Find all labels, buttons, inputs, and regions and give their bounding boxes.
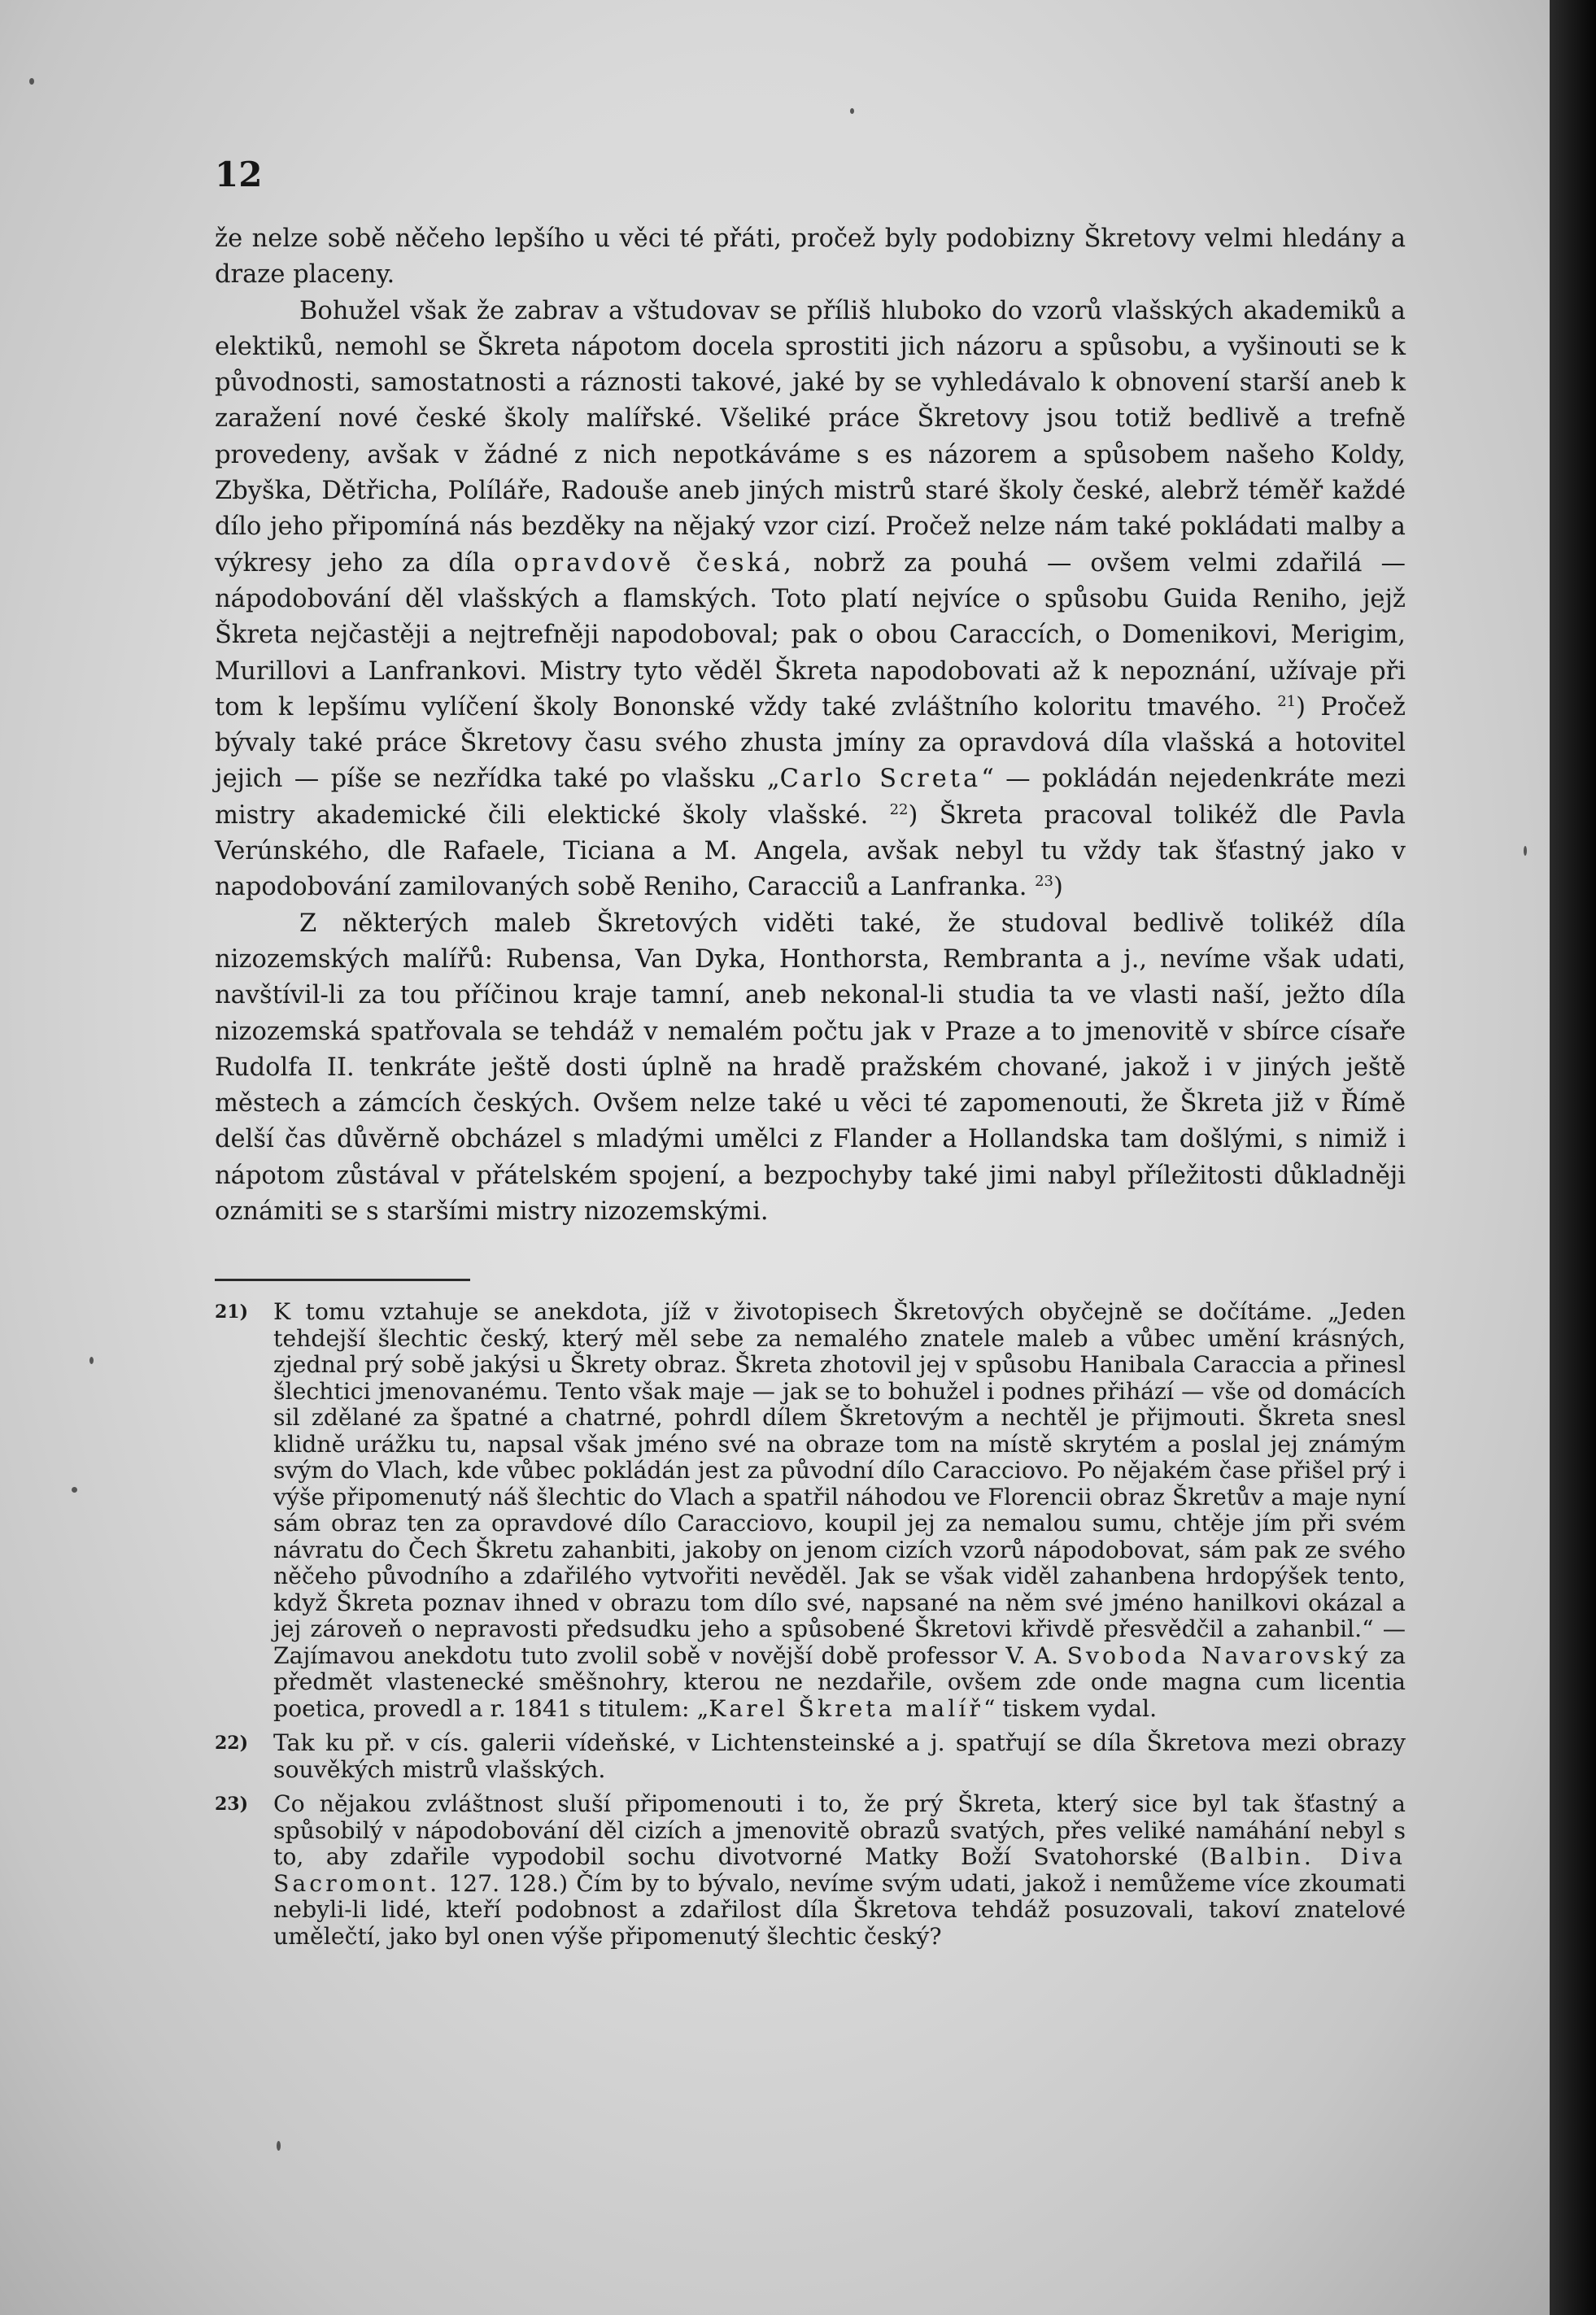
main-text	[215, 221, 1406, 1230]
footnote-23	[215, 1791, 1406, 1950]
scan-edge-shadow	[1550, 0, 1596, 2315]
footnote-text-part: za předmět vlastenecké směšnohry, kterou ne nezdařile, ovšem zde onde magna cum licentia poetica, provedl a r. 1841 s titulem: „	[273, 1641, 1406, 1722]
print-speck	[29, 78, 34, 85]
paragraph-2-text: “ — pokládán nejedenkráte mezi mistry akademické čili elektické školy vlašské.	[215, 765, 1406, 830]
spaced-emphasis: Svoboda Navarovský	[1066, 1641, 1371, 1669]
paragraph-2-text: Bohužel však že zabrav a vštudovav se příliš hluboko do vzorů vlašských akademiků a elektiků, nemohl se Škreta nápotom docela sprostiti jich názoru a spůsobu, a vyšinouti se k původnosti, samostatnosti a ráznosti takové, jaké by se vyhledávalo k obnovení starší aneb k zaražení nové české školy malířské. Všeliké práce Škretovy jsou totiž bedlivě a trefně provedeny, avšak v žádné z nich nepotkáváme s es názorem a spůsobem našeho Koldy, Zbyška, Dětřicha, Políláře, Radouše aneb jiných mistrů staré školy české, alebrž téměř každé dílo jeho připomíná nás bezděky na nějaký vzor cizí. Pročež nelze nám také pokládati malby a výkresy jeho za díla	[215, 296, 1406, 578]
spaced-emphasis: Carlo Screta	[779, 765, 982, 794]
footnote-text: Tak ku př. v cís. galerii vídeňské, v Lichtensteinské a j. spatřují se díla Škretova mezi obrazy souvěkých mistrů vlašských.	[273, 1729, 1406, 1783]
print-speck	[1524, 846, 1527, 856]
footnote-text-part: “ tiskem vydal.	[983, 1694, 1158, 1722]
spaced-emphasis: opravdově česká,	[513, 548, 795, 578]
paragraph-2-text: nobrž za pouhá — ovšem velmi zdařilá — nápodobování děl vlašských a flamských. Toto platí nejvíce o spůsobu Guida Reniho, jejž Škreta nejčastěji a nejtrefněji napodoboval; pak o obou Caraccích, o Domenikovi, Merigim, Murillovi a Lanfrankovi. Mistry tyto věděl Škreta napodobovati až k nepoznání, užívaje při tom k lepšímu vylíčení školy Bononské vždy také zvláštního koloritu tmavého.	[215, 548, 1406, 722]
footnote-separator	[215, 1279, 470, 1281]
footnote-text	[273, 1791, 1406, 1950]
print-speck	[89, 1357, 94, 1364]
footnote-number: 22)	[215, 1733, 249, 1754]
footnote-number: 21)	[215, 1301, 249, 1323]
footnotes	[215, 1299, 1406, 1958]
print-speck	[850, 108, 854, 114]
footnote-22	[215, 1730, 1406, 1783]
footnote-21	[215, 1299, 1406, 1722]
footnote-ref: 23	[1035, 873, 1054, 891]
paragraph-3: Z některých maleb Škretových viděti také, že studoval bedlivě tolikéž díla nizozemských malířů: Rubensa, Van Dyka, Honthorsta, Rembranta a j., nevíme však udati, navštívil-li za tou příčinou kraje tamní, aneb nekonal-li studia ta ve vlasti naší, ježto díla nizozemská spatřovala se tehdáž v nemalém počtu jak v Praze a to jmenovitě v sbírce císaře Rudolfa II. tenkráte ještě dosti úplně na hradě pražském chované, jakož i v jiných ještě městech a zámcích českých. Ovšem nelze také u věci té zapomenouti, že Škreta již v Římě delší čas důvěrně obcházel s mladými umělci z Flander a Hollandska tam došlými, s nimiž i nápotom zůstával v přátelském spojení, a bezpochyby také jimi nabyl příležitosti důkladněji oznámiti se s staršími mistry nizozemskými.	[215, 909, 1406, 1227]
spaced-emphasis: Karel Škreta malíř	[709, 1694, 983, 1722]
footnote-number: 23)	[215, 1794, 249, 1815]
footnote-ref: 21	[1277, 692, 1297, 710]
footnote-text-part: Co nějakou zvláštnost sluší připomenouti i to, že prý Škreta, který sice byl tak šťastný a spůsobilý v nápodobování děl cizích a jmenovitě obrazů svatých, přes veliké namáhání nebyl s to, aby zdařile vypodobil sochu divotvorné Matky Boží Svatohorské (	[273, 1790, 1406, 1870]
spaced-emphasis: Balbin. Diva Sacromont.	[273, 1843, 1406, 1897]
print-speck	[72, 1487, 77, 1493]
paragraph-2-text: )	[1053, 873, 1063, 902]
paragraph-2-text: ) Škreta pracoval tolikéž dle Pavla Verúnského, dle Rafaele, Ticiana a M. Angela, avšak nebyl tu vždy tak šťastný jako v napodobování zamilovaných sobě Reniho, Caracciů a Lanfranka.	[215, 800, 1406, 902]
footnote-ref: 22	[889, 800, 909, 818]
footnote-text-part: K tomu vztahuje se anekdota, jíž v životopisech Škretových obyčejně se dočítáme. „Jeden tehdejší šlechtic český, který měl sebe za nemalého znatele maleb a vůbec umění krásných, zjednal prý sobě jakýsi u Škrety obraz. Škreta zhotovil jej v spůsobu Hanibala Caraccia a přinesl šlechtici jmenovanému. Tento však maje — jak se to bohužel i podnes přihází — vše od domácích sil zdělané za špatné a chatrné, pohrdl dílem Škretovým a nechtěl je přijmouti. Škreta snesl klidně urážku tu, napsal však jméno své na obraze tom na místě skrytém a poslal jej známým svým do Vlach, kde vůbec pokládán jest za původní dílo Caracciovo. Po nějakém čase přišel prý i výše připomenutý náš šlechtic do Vlach a spatřil náhodou ve Florencii obraz Škretův a maje nyní sám obraz ten za opravdové dílo Caracciovo, koupil jej za nemalou sumu, chtěje jím při svém návratu do Čech Škretu zahanbiti, jakoby on jenom cizích vzorů nápodobovat, sám pak ze svého něčeho původního a zdařilého vytvořiti nevěděl. Jak se však viděl zahanbena hrdopýšek tento, když Škreta poznav ihned v obrazu tom dílo své, napsané na něm své jméno hanilkovi okázal a jej zároveň o nepravosti předsudku jeho a spůsobené Škretovi křivdě přesvědčil a zahanbil.“ — Zajímavou anekdotu tuto zvolil sobě v novější době professor V. A.	[273, 1298, 1406, 1669]
paragraph-2-text: ) Pročež bývaly také práce Škretovy času svého zhusta jmíny za opravdová díla vlašská a hotovitel jejich — píše se nezřídka také po vlašsku „	[215, 692, 1406, 794]
footnote-text-part: 127. 128.) Čím by to bývalo, nevíme svým udati, jakož i nemůžeme více zkoumati nebyli-li lidé, kteří podobnost a zdařilost díla Škretova tehdáž posuzovali, takoví znatelové umělečtí, jako byl onen výše připomenutý šlechtic český?	[273, 1869, 1406, 1950]
footnote-text	[273, 1299, 1406, 1722]
page-number: 12	[215, 155, 263, 194]
paragraph-1: že nelze sobě něčeho lepšího u věci té přáti, pročež byly podobizny Škretovy velmi hledány a draze placeny.	[215, 225, 1406, 290]
paragraph-2	[215, 294, 1406, 906]
print-speck	[277, 2141, 281, 2151]
